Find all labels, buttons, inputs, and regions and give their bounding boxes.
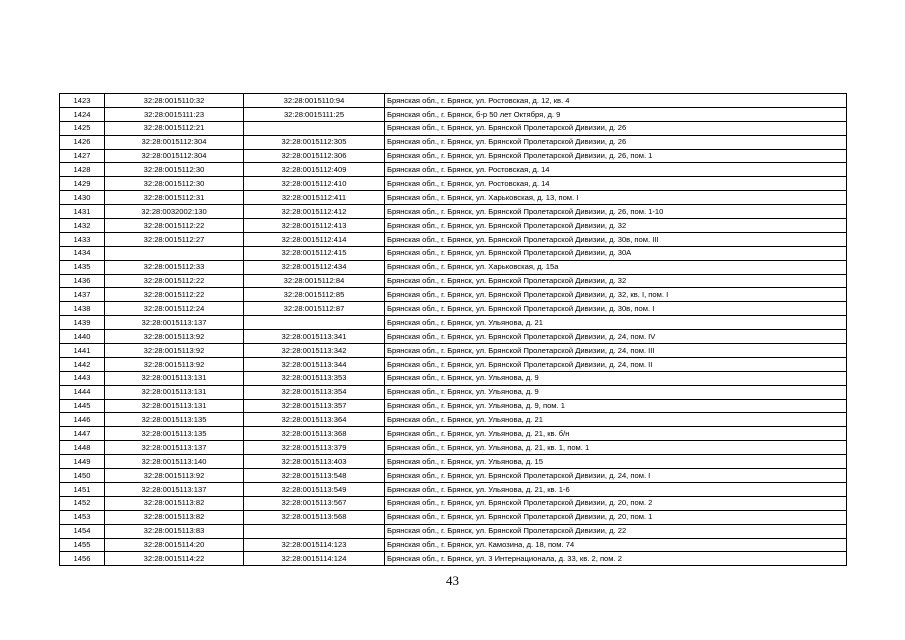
- table-row: [60, 524, 847, 538]
- land-cadastral-number-cell: 32:28:0015113:83: [105, 524, 244, 538]
- row-number-cell: 1448: [60, 441, 105, 455]
- object-cadastral-number-cell: 32:28:0015113:548: [244, 469, 385, 483]
- row-number-cell: 1428: [60, 163, 105, 177]
- address-cell: Брянская обл., г. Брянск, ул. Ростовская, д. 12, кв. 4: [385, 94, 847, 108]
- table-row: [60, 399, 847, 413]
- row-number-cell: 1442: [60, 357, 105, 371]
- table-row: [60, 510, 847, 524]
- address-cell: Брянская обл., г. Брянск, ул. Брянской Пролетарской Дивизии, д. 26, пом. 1: [385, 149, 847, 163]
- object-cadastral-number-cell: 32:28:0015113:568: [244, 510, 385, 524]
- address-cell: Брянская обл., г. Брянск, ул. Брянской Пролетарской Дивизии, д. 32: [385, 274, 847, 288]
- table-row: [60, 469, 847, 483]
- land-cadastral-number-cell: 32:28:0015113:140: [105, 455, 244, 469]
- table-row: [60, 135, 847, 149]
- address-cell: Брянская обл., г. Брянск, ул. Брянской Пролетарской Дивизии, д. 30в, пом. I: [385, 302, 847, 316]
- address-cell: Брянская обл., г. Брянск, ул. Ростовская, д. 14: [385, 177, 847, 191]
- table-row: [60, 344, 847, 358]
- land-cadastral-number-cell: 32:28:0015112:22: [105, 288, 244, 302]
- land-cadastral-number-cell: 32:28:0015113:92: [105, 469, 244, 483]
- address-cell: Брянская обл., г. Брянск, ул. Брянской Пролетарской Дивизии, д. 32: [385, 219, 847, 233]
- land-cadastral-number-cell: 32:28:0015113:137: [105, 441, 244, 455]
- address-cell: Брянская обл., г. Брянск, ул. Харьковская, д. 15а: [385, 260, 847, 274]
- row-number-cell: 1436: [60, 274, 105, 288]
- row-number-cell: 1455: [60, 538, 105, 552]
- address-cell: Брянская обл., г. Брянск, ул. Ульянова, д. 21, кв. 1, пом. 1: [385, 441, 847, 455]
- object-cadastral-number-cell: 32:28:0015113:354: [244, 385, 385, 399]
- object-cadastral-number-cell: 32:28:0015112:305: [244, 135, 385, 149]
- row-number-cell: 1426: [60, 135, 105, 149]
- address-cell: Брянская обл., г. Брянск, ул. Камозина, д. 18, пом. 74: [385, 538, 847, 552]
- address-cell: Брянская обл., г. Брянск, ул. Ульянова, д. 9, пом. 1: [385, 399, 847, 413]
- land-cadastral-number-cell: 32:28:0015113:82: [105, 496, 244, 510]
- address-cell: Брянская обл., г. Брянск, ул. Брянской Пролетарской Дивизии, д. 26, пом. 1-10: [385, 205, 847, 219]
- table-row: [60, 427, 847, 441]
- address-cell: Брянская обл., г. Брянск, ул. Ульянова, д. 9: [385, 371, 847, 385]
- object-cadastral-number-cell: 32:28:0015111:25: [244, 107, 385, 121]
- table-row: [60, 455, 847, 469]
- row-number-cell: 1450: [60, 469, 105, 483]
- row-number-cell: 1456: [60, 552, 105, 566]
- row-number-cell: 1437: [60, 288, 105, 302]
- address-cell: Брянская обл., г. Брянск, ул. Ульянова, д. 21, кв. б/н: [385, 427, 847, 441]
- address-cell: Брянская обл., г. Брянск, ул. Брянской Пролетарской Дивизии, д. 26: [385, 121, 847, 135]
- table-row: [60, 496, 847, 510]
- address-cell: Брянская обл., г. Брянск, ул. Брянской Пролетарской Дивизии, д. 26: [385, 135, 847, 149]
- row-number-cell: 1443: [60, 371, 105, 385]
- object-cadastral-number-cell: 32:28:0015113:357: [244, 399, 385, 413]
- table-row: [60, 413, 847, 427]
- land-cadastral-number-cell: 32:28:0015112:30: [105, 177, 244, 191]
- object-cadastral-number-cell: 32:28:0015112:85: [244, 288, 385, 302]
- row-number-cell: 1444: [60, 385, 105, 399]
- table-row: [60, 538, 847, 552]
- row-number-cell: 1447: [60, 427, 105, 441]
- table-row: [60, 441, 847, 455]
- table-row: [60, 385, 847, 399]
- address-cell: Брянская обл., г. Брянск, ул. Ростовская, д. 14: [385, 163, 847, 177]
- land-cadastral-number-cell: 32:28:0015112:24: [105, 302, 244, 316]
- object-cadastral-number-cell: 32:28:0015112:87: [244, 302, 385, 316]
- address-cell: Брянская обл., г. Брянск, ул. Брянской Пролетарской Дивизии, д. 20, пом. 1: [385, 510, 847, 524]
- address-cell: Брянская обл., г. Брянск, ул. Ульянова, д. 21: [385, 316, 847, 330]
- row-number-cell: 1427: [60, 149, 105, 163]
- property-registry-table: [59, 93, 847, 566]
- land-cadastral-number-cell: [105, 246, 244, 260]
- page-number: 43: [446, 573, 459, 588]
- row-number-cell: 1449: [60, 455, 105, 469]
- land-cadastral-number-cell: 32:28:0015112:304: [105, 135, 244, 149]
- land-cadastral-number-cell: 32:28:0015113:135: [105, 413, 244, 427]
- row-number-cell: 1429: [60, 177, 105, 191]
- table-row: [60, 191, 847, 205]
- land-cadastral-number-cell: 32:28:0015113:92: [105, 344, 244, 358]
- table-row: [60, 149, 847, 163]
- object-cadastral-number-cell: [244, 121, 385, 135]
- address-cell: Брянская обл., г. Брянск, ул. Брянской Пролетарской Дивизии, д. 24, пом. II: [385, 357, 847, 371]
- table-row: [60, 246, 847, 260]
- land-cadastral-number-cell: 32:28:0015114:22: [105, 552, 244, 566]
- address-cell: Брянская обл., г. Брянск, ул. Ульянова, д. 9: [385, 385, 847, 399]
- table-row: [60, 274, 847, 288]
- row-number-cell: 1435: [60, 260, 105, 274]
- row-number-cell: 1440: [60, 330, 105, 344]
- object-cadastral-number-cell: 32:28:0015113:344: [244, 357, 385, 371]
- land-cadastral-number-cell: 32:28:0015114:20: [105, 538, 244, 552]
- land-cadastral-number-cell: 32:28:0015111:23: [105, 107, 244, 121]
- row-number-cell: 1432: [60, 219, 105, 233]
- row-number-cell: 1441: [60, 344, 105, 358]
- address-cell: Брянская обл., г. Брянск, ул. Харьковская, д. 13, пом. I: [385, 191, 847, 205]
- land-cadastral-number-cell: 32:28:0015113:131: [105, 371, 244, 385]
- object-cadastral-number-cell: 32:28:0015113:567: [244, 496, 385, 510]
- object-cadastral-number-cell: 32:28:0015112:412: [244, 205, 385, 219]
- land-cadastral-number-cell: 32:28:0015112:27: [105, 232, 244, 246]
- row-number-cell: 1454: [60, 524, 105, 538]
- land-cadastral-number-cell: 32:28:0032002:130: [105, 205, 244, 219]
- object-cadastral-number-cell: 32:28:0015112:415: [244, 246, 385, 260]
- object-cadastral-number-cell: 32:28:0015112:413: [244, 219, 385, 233]
- object-cadastral-number-cell: 32:28:0015112:84: [244, 274, 385, 288]
- table-row: [60, 94, 847, 108]
- table-row: [60, 232, 847, 246]
- table-row: [60, 316, 847, 330]
- object-cadastral-number-cell: 32:28:0015113:353: [244, 371, 385, 385]
- land-cadastral-number-cell: 32:28:0015113:135: [105, 427, 244, 441]
- row-number-cell: 1445: [60, 399, 105, 413]
- land-cadastral-number-cell: 32:28:0015112:33: [105, 260, 244, 274]
- land-cadastral-number-cell: 32:28:0015112:22: [105, 219, 244, 233]
- land-cadastral-number-cell: 32:28:0015110:32: [105, 94, 244, 108]
- object-cadastral-number-cell: 32:28:0015113:342: [244, 344, 385, 358]
- row-number-cell: 1439: [60, 316, 105, 330]
- address-cell: Брянская обл., г. Брянск, ул. Брянской Пролетарской Дивизии, д. 32, кв. I, пом. I: [385, 288, 847, 302]
- object-cadastral-number-cell: [244, 524, 385, 538]
- land-cadastral-number-cell: 32:28:0015112:31: [105, 191, 244, 205]
- object-cadastral-number-cell: 32:28:0015113:379: [244, 441, 385, 455]
- land-cadastral-number-cell: 32:28:0015112:30: [105, 163, 244, 177]
- land-cadastral-number-cell: 32:28:0015113:131: [105, 385, 244, 399]
- table-row: [60, 288, 847, 302]
- land-cadastral-number-cell: 32:28:0015113:92: [105, 357, 244, 371]
- object-cadastral-number-cell: 32:28:0015113:403: [244, 455, 385, 469]
- table-row: [60, 163, 847, 177]
- object-cadastral-number-cell: 32:28:0015112:434: [244, 260, 385, 274]
- table-row: [60, 552, 847, 566]
- land-cadastral-number-cell: 32:28:0015113:137: [105, 316, 244, 330]
- table-row: [60, 302, 847, 316]
- row-number-cell: 1433: [60, 232, 105, 246]
- address-cell: Брянская обл., г. Брянск, ул. Ульянова, д. 21: [385, 413, 847, 427]
- table-row: [60, 371, 847, 385]
- table-row: [60, 177, 847, 191]
- land-cadastral-number-cell: 32:28:0015112:304: [105, 149, 244, 163]
- row-number-cell: 1430: [60, 191, 105, 205]
- land-cadastral-number-cell: 32:28:0015113:92: [105, 330, 244, 344]
- address-cell: Брянская обл., г. Брянск, ул. Брянской Пролетарской Дивизии, д. 22: [385, 524, 847, 538]
- table-row: [60, 107, 847, 121]
- address-cell: Брянская обл., г. Брянск, б-р 50 лет Октября, д. 9: [385, 107, 847, 121]
- table-body: [60, 94, 847, 566]
- row-number-cell: 1424: [60, 107, 105, 121]
- land-cadastral-number-cell: 32:28:0015112:21: [105, 121, 244, 135]
- table-row: [60, 357, 847, 371]
- address-cell: Брянская обл., г. Брянск, ул. Брянской Пролетарской Дивизии, д. 24, пом. IV: [385, 330, 847, 344]
- object-cadastral-number-cell: 32:28:0015114:124: [244, 552, 385, 566]
- object-cadastral-number-cell: 32:28:0015112:410: [244, 177, 385, 191]
- address-cell: Брянская обл., г. Брянск, ул. Ульянова, д. 21, кв. 1-6: [385, 482, 847, 496]
- object-cadastral-number-cell: 32:28:0015113:368: [244, 427, 385, 441]
- row-number-cell: 1453: [60, 510, 105, 524]
- table-row: [60, 121, 847, 135]
- object-cadastral-number-cell: 32:28:0015114:123: [244, 538, 385, 552]
- table-row: [60, 205, 847, 219]
- row-number-cell: 1446: [60, 413, 105, 427]
- row-number-cell: 1423: [60, 94, 105, 108]
- table-row: [60, 260, 847, 274]
- object-cadastral-number-cell: 32:28:0015110:94: [244, 94, 385, 108]
- address-cell: Брянская обл., г. Брянск, ул. Брянской Пролетарской Дивизии, д. 24, пом. I: [385, 469, 847, 483]
- object-cadastral-number-cell: [244, 316, 385, 330]
- row-number-cell: 1425: [60, 121, 105, 135]
- object-cadastral-number-cell: 32:28:0015112:306: [244, 149, 385, 163]
- table-row: [60, 482, 847, 496]
- land-cadastral-number-cell: 32:28:0015113:82: [105, 510, 244, 524]
- address-cell: Брянская обл., г. Брянск, ул. Брянской Пролетарской Дивизии, д. 20, пом. 2: [385, 496, 847, 510]
- address-cell: Брянская обл., г. Брянск, ул. Брянской Пролетарской Дивизии, д. 24, пом. III: [385, 344, 847, 358]
- object-cadastral-number-cell: 32:28:0015113:341: [244, 330, 385, 344]
- row-number-cell: 1431: [60, 205, 105, 219]
- row-number-cell: 1452: [60, 496, 105, 510]
- address-cell: Брянская обл., г. Брянск, ул. Брянской Пролетарской Дивизии, д. 30А: [385, 246, 847, 260]
- land-cadastral-number-cell: 32:28:0015112:22: [105, 274, 244, 288]
- row-number-cell: 1438: [60, 302, 105, 316]
- land-cadastral-number-cell: 32:28:0015113:137: [105, 482, 244, 496]
- address-cell: Брянская обл., г. Брянск, ул. Брянской Пролетарской Дивизии, д. 30в, пом. III: [385, 232, 847, 246]
- address-cell: Брянская обл., г. Брянск, ул. 3 Интернационала, д. 33, кв. 2, пом. 2: [385, 552, 847, 566]
- object-cadastral-number-cell: 32:28:0015113:549: [244, 482, 385, 496]
- object-cadastral-number-cell: 32:28:0015112:409: [244, 163, 385, 177]
- object-cadastral-number-cell: 32:28:0015112:414: [244, 232, 385, 246]
- address-cell: Брянская обл., г. Брянск, ул. Ульянова, д. 15: [385, 455, 847, 469]
- table-row: [60, 330, 847, 344]
- table-row: [60, 219, 847, 233]
- row-number-cell: 1434: [60, 246, 105, 260]
- land-cadastral-number-cell: 32:28:0015113:131: [105, 399, 244, 413]
- object-cadastral-number-cell: 32:28:0015112:411: [244, 191, 385, 205]
- object-cadastral-number-cell: 32:28:0015113:364: [244, 413, 385, 427]
- row-number-cell: 1451: [60, 482, 105, 496]
